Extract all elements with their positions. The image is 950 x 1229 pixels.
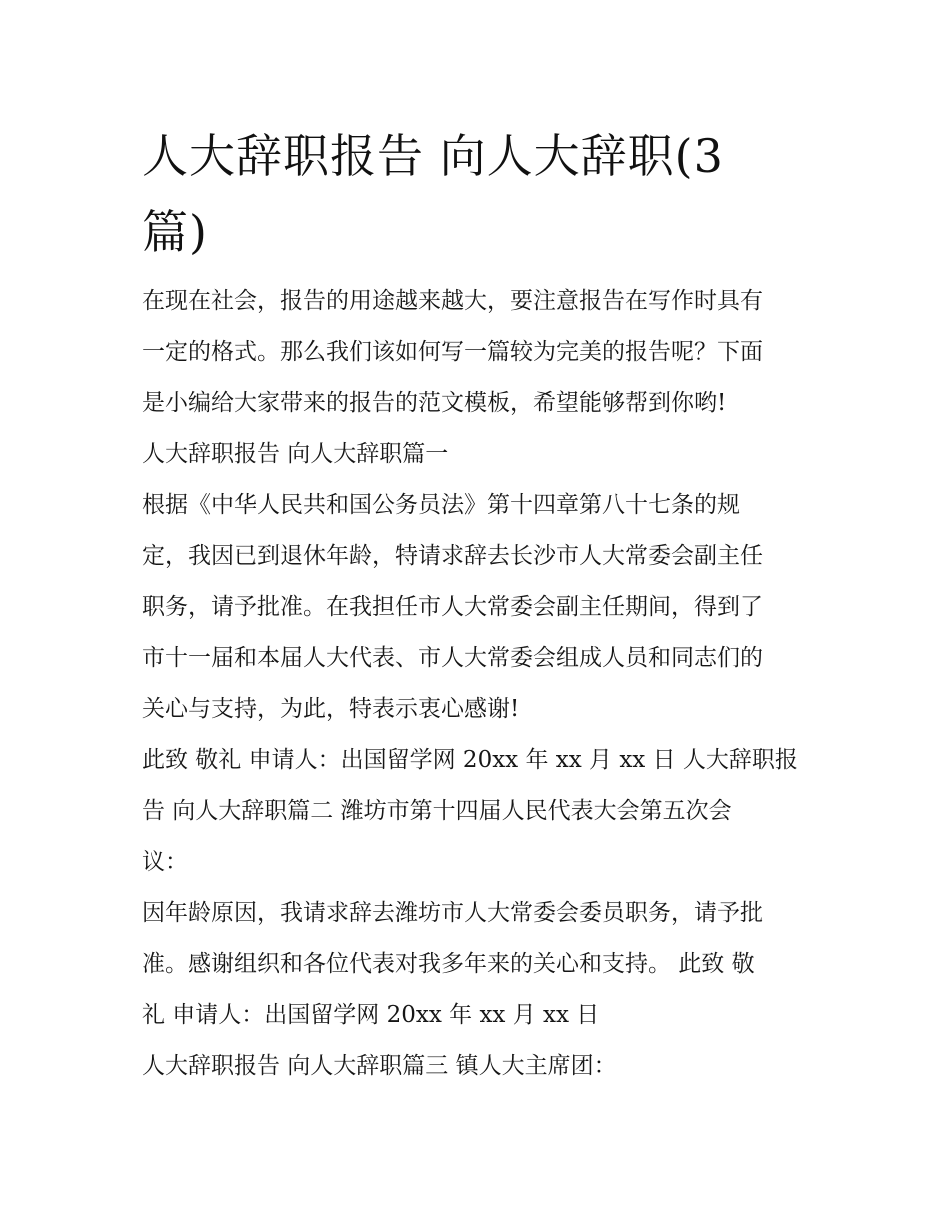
title-line-2: 篇) bbox=[142, 205, 208, 259]
document-body bbox=[142, 276, 816, 1092]
body-line-7: 职务，请予批准。在我担任市人大常委会副主任期间，得到了 bbox=[142, 594, 763, 620]
body-line-14: 准。感谢组织和各位代表对我多年来的关心和支持。 此致 敬 bbox=[142, 951, 755, 977]
body-line-6: 定，我因已到退休年龄，特请求辞去长沙市人大常委会副主任 bbox=[142, 543, 763, 569]
title-line-1: 人大辞职报告 向人大辞职(3 bbox=[142, 129, 724, 183]
body-line-8: 市十一届和本届人大代表、市人大常委会组成人员和同志们的 bbox=[142, 645, 763, 671]
body-line-12: 议： bbox=[142, 849, 188, 875]
body-line-9: 关心与支持，为此，特表示衷心感谢! bbox=[142, 696, 520, 722]
body-line-10: 此致 敬礼 申请人：出国留学网 20xx 年 xx 月 xx 日 人大辞职报 bbox=[142, 747, 798, 773]
section-heading-3: 人大辞职报告 向人大辞职篇三 镇人大主席团： bbox=[142, 1053, 617, 1079]
document-title bbox=[142, 118, 822, 270]
body-line-15: 礼 申请人：出国留学网 20xx 年 xx 月 xx 日 bbox=[142, 1002, 600, 1028]
body-line-1: 在现在社会，报告的用途越来越大，要注意报告在写作时具有 bbox=[142, 288, 763, 314]
body-line-13: 因年龄原因，我请求辞去潍坊市人大常委会委员职务，请予批 bbox=[142, 900, 763, 926]
body-line-2: 一定的格式。那么我们该如何写一篇较为完美的报告呢？下面 bbox=[142, 339, 763, 365]
body-line-5: 根据《中华人民共和国公务员法》第十四章第八十七条的规 bbox=[142, 492, 740, 518]
section-heading-1: 人大辞职报告 向人大辞职篇一 bbox=[142, 441, 449, 467]
body-line-3: 是小编给大家带来的报告的范文模板，希望能够帮到你哟! bbox=[142, 390, 727, 416]
body-line-11: 告 向人大辞职篇二 潍坊市第十四届人民代表大会第五次会 bbox=[142, 798, 732, 824]
